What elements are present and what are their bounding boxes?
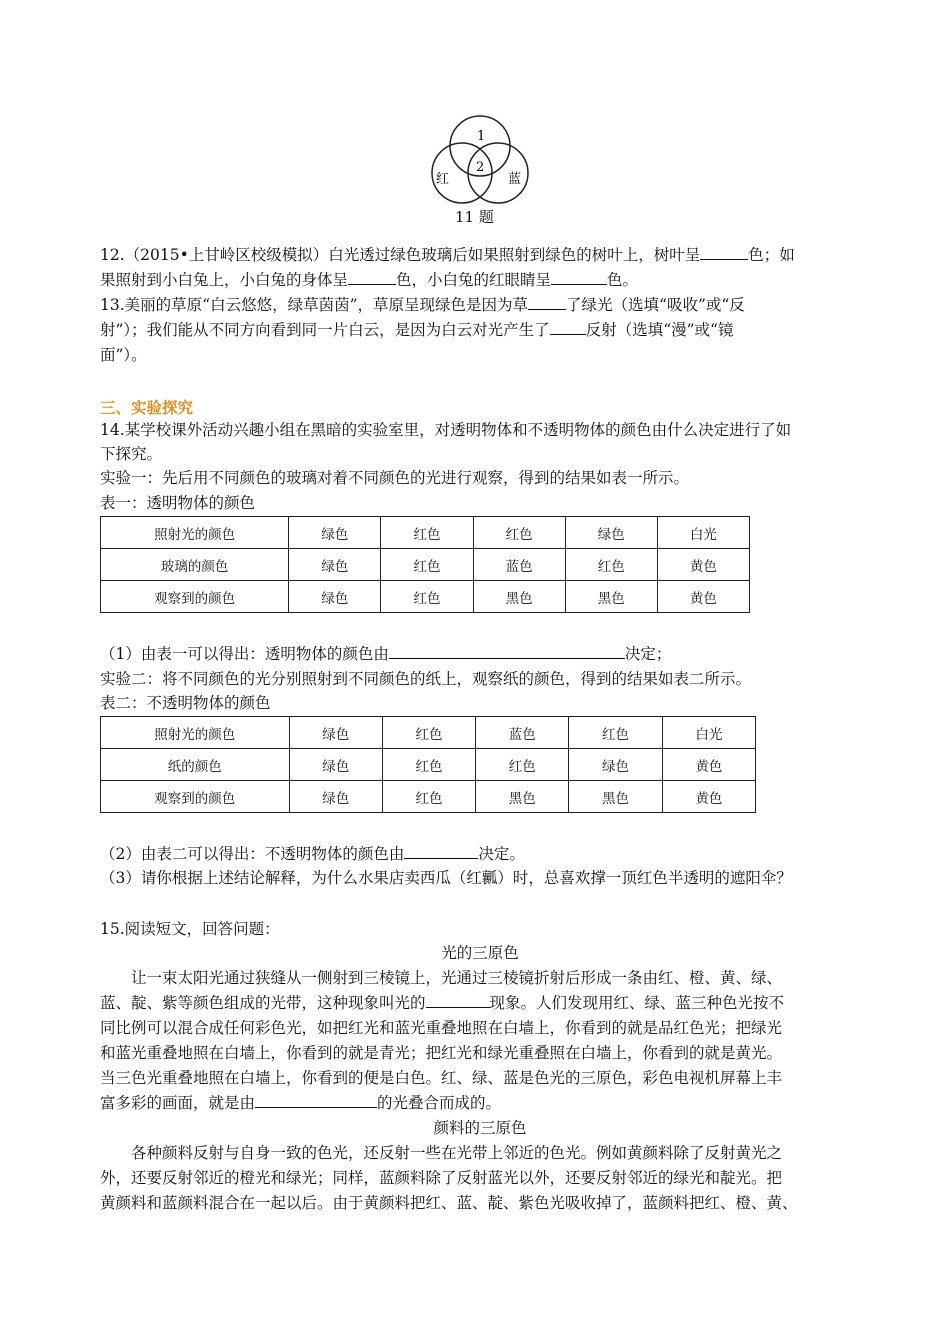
article-line: 让一束太阳光通过狭缝从一侧射到三棱镜上，光通过三棱镜折射后形成一条由红、橙、黄、绿、 — [131, 969, 783, 987]
table-cell: 绿色 — [289, 581, 381, 613]
table-cell: 红色 — [476, 749, 569, 781]
answer-blank[interactable] — [404, 843, 478, 859]
table-row — [101, 549, 750, 581]
table-cell: 黑色 — [565, 581, 657, 613]
table-cell: 红色 — [381, 581, 473, 613]
table-cell: 红色 — [569, 717, 662, 749]
table-cell: 照射光的颜色 — [101, 717, 290, 749]
table-cell: 绿色 — [569, 749, 662, 781]
table-cell: 红色 — [382, 717, 475, 749]
table-cell: 白光 — [657, 517, 749, 549]
table-cell: 红色 — [565, 549, 657, 581]
q12-line2: 果照射到小白兔上，小白兔的身体呈 色，小白兔的红眼睛呈 色。 — [100, 271, 639, 289]
q13-line3: 面”）。 — [100, 346, 147, 364]
article-line: 蓝、靛、紫等颜色组成的光带，这种现象叫光的 现象。人们发现用红、绿、蓝三种色光按不 — [100, 994, 785, 1012]
table-cell: 黄色 — [662, 781, 755, 813]
article-line: 富多彩的画面，就是由 的光叠合而成的。 — [100, 1094, 502, 1112]
table-cell: 绿色 — [289, 749, 382, 781]
table-cell: 红色 — [381, 549, 473, 581]
table-cell: 黄色 — [657, 581, 749, 613]
q14-sub3: （3）请你根据上述结论解释，为什么水果店卖西瓜（红瓤）时，总喜欢撑一顶红色半透明的遮阳伞？ — [100, 869, 792, 887]
table-cell: 红色 — [473, 517, 565, 549]
table-cell: 黄色 — [657, 549, 749, 581]
table-cell: 观察到的颜色 — [101, 781, 290, 813]
table-cell: 绿色 — [289, 549, 381, 581]
table-cell: 玻璃的颜色 — [101, 549, 289, 581]
table1 — [100, 516, 750, 613]
figure-caption: 11 题 — [455, 208, 494, 226]
table-cell: 绿色 — [289, 781, 382, 813]
table-cell: 红色 — [382, 781, 475, 813]
table-row — [101, 581, 750, 613]
q14-experiment1: 实验一：先后用不同颜色的玻璃对着不同颜色的光进行观察，得到的结果如表一所示。 — [100, 469, 690, 487]
q13-line1: 13.美丽的草原“白云悠悠，绿草茵茵”，草原呈现绿色是因为草 了绿光（选填“吸收”或“反 — [100, 296, 745, 314]
table-cell: 照射光的颜色 — [101, 517, 289, 549]
q14-sub1: （1）由表一可以得出：透明物体的颜色由 决定； — [100, 645, 672, 663]
q14-experiment2: 实验二：将不同颜色的光分别照射到不同颜色的纸上，观察纸的颜色，得到的结果如表二所示。 — [100, 670, 752, 688]
answer-blank[interactable] — [426, 992, 490, 1008]
answer-blank[interactable] — [700, 244, 748, 260]
answer-blank[interactable] — [389, 643, 625, 659]
article-line: 各种颜料反射与自身一致的色光，还反射一些在光带上邻近的色光。例如黄颜料除了反射黄光之 — [131, 1144, 783, 1162]
table1-title: 表一：透明物体的颜色 — [100, 494, 256, 512]
q15-intro: 15.阅读短文，回答问题： — [100, 920, 280, 938]
table-cell: 观察到的颜色 — [101, 581, 289, 613]
q14-intro-line1: 14.某学校课外活动兴趣小组在黑暗的实验室里，对透明物体和不透明物体的颜色由什么决定进行了如 — [100, 421, 792, 439]
answer-blank[interactable] — [255, 1092, 377, 1108]
article-line: 外，还要反射邻近的橙光和绿光；同样，蓝颜料除了反射蓝光以外，还要反射邻近的绿光和靛光。把 — [100, 1169, 783, 1187]
article-line: 当三色光重叠地照在白墙上，你看到的便是白色。红、绿、蓝是色光的三原色，彩色电视机屏幕上丰 — [100, 1069, 783, 1087]
table-cell: 红色 — [382, 749, 475, 781]
table-cell: 绿色 — [565, 517, 657, 549]
q13-line2: 射”）；我们能从不同方向看到同一片白云，是因为白云对光产生了 反射（选填“漫”或“镜 — [100, 321, 734, 339]
table-cell: 蓝色 — [473, 549, 565, 581]
table-row — [101, 517, 750, 549]
article-title-pigment: 颜料的三原色 — [433, 1119, 527, 1137]
table-cell: 绿色 — [289, 517, 381, 549]
answer-blank[interactable] — [551, 269, 607, 285]
q14-sub2: （2）由表二可以得出：不透明物体的颜色由 决定。 — [100, 845, 525, 863]
venn-label-2: 2 — [476, 160, 485, 175]
table-cell: 黑色 — [569, 781, 662, 813]
venn-label-red: 红 — [436, 172, 450, 187]
answer-blank[interactable] — [528, 294, 566, 310]
table-cell: 黄色 — [662, 749, 755, 781]
table-row — [101, 781, 756, 813]
table-cell: 白光 — [662, 717, 755, 749]
section-title: 三、实验探究 — [100, 399, 194, 417]
table-cell: 黑色 — [473, 581, 565, 613]
venn-label-1: 1 — [477, 129, 486, 144]
table-cell: 黑色 — [476, 781, 569, 813]
answer-blank[interactable] — [550, 319, 586, 335]
table2-title: 表二：不透明物体的颜色 — [100, 694, 271, 712]
table2 — [100, 716, 756, 813]
article-line: 和蓝光重叠地照在白墙上，你看到的就是青光；把红光和绿光重叠照在白墙上，你看到的就是黄光。 — [100, 1044, 783, 1062]
table-row — [101, 717, 756, 749]
table-cell: 红色 — [381, 517, 473, 549]
article-title-light: 光的三原色 — [441, 944, 519, 962]
answer-blank[interactable] — [348, 269, 396, 285]
q12-line1: 12.（2015•上甘岭区校级模拟）白光透过绿色玻璃后如果照射到绿色的树叶上，树叶呈 色；如 — [100, 246, 795, 264]
q14-intro-line2: 下探究。 — [100, 445, 163, 463]
venn-label-blue: 蓝 — [508, 172, 522, 187]
article-line: 同比例可以混合成任何彩色光，如把红光和蓝光重叠地照在白墙上，你看到的就是品红色光；把绿光 — [100, 1019, 783, 1037]
table-row — [101, 749, 756, 781]
table-cell: 蓝色 — [476, 717, 569, 749]
table-cell: 绿色 — [289, 717, 382, 749]
table-cell: 纸的颜色 — [101, 749, 290, 781]
article-line: 黄颜料和蓝颜料混合在一起以后。由于黄颜料把红、蓝、靛、紫色光吸收掉了，蓝颜料把红、橙、黄、 — [100, 1194, 798, 1212]
